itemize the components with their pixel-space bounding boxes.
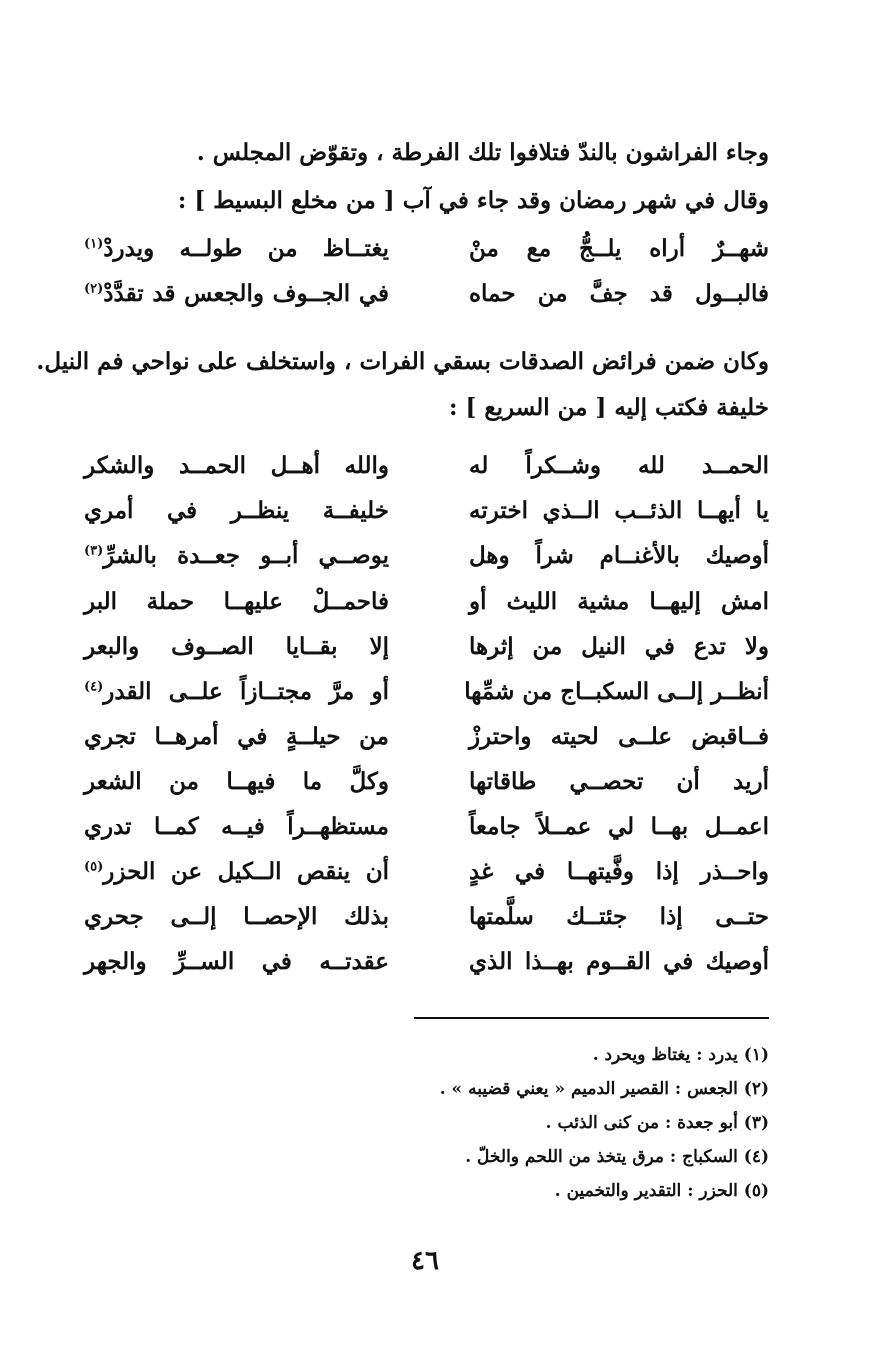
poem2-verse-5-second-half	[84, 633, 389, 660]
poem2-verse-12-second-text: عقدتــه في الســرِّ والجهر	[84, 948, 389, 975]
poem2-verse-5	[79, 633, 769, 679]
middle-line-1: وكان ضمن فرائض الصدقات بسقي الفرات ، واستخلف على نواحي فم النيل.	[36, 348, 769, 375]
poem2-verse-3-first-half: أوصيك بالأغنــام شراً وهل	[469, 542, 769, 569]
poem2-verse-11	[79, 903, 769, 949]
intro-line-2: وقال في شهر رمضان وقد جاء في آب [ من مخلع البسيط ] :	[177, 187, 769, 214]
footnote-4: (٤) السكباج : مرق يتخذ من اللحم والخلّ .	[465, 1147, 769, 1167]
poem2-verse-2-first-half: يا أيهــا الذئــب الــذي اخترته	[469, 497, 769, 524]
poem2-verse-6-first-half: أنظــر إلــى السكبــاج من شمِّها	[464, 678, 769, 705]
poem2-verse-1-first-half: الحمــد لله وشــكراً له	[469, 452, 769, 479]
poem2-verse-4-first-half: امش إليهــا مشية الليث أو	[469, 588, 769, 615]
poem2-verse-12-second-half	[84, 948, 389, 975]
page-number: ٤٦	[411, 1246, 439, 1276]
footnotes	[169, 1038, 769, 1208]
poem2-verse-8-second-text: وكلَّ ما فيهــا من الشعر	[84, 768, 389, 795]
footnote-2: (٢) الجعس : القصير الدميم « يعني قضيبه » .	[439, 1079, 769, 1099]
footnote-ref-3: (٣)	[84, 543, 104, 559]
poem2-verse-1	[79, 452, 769, 498]
poem2-verse-10-second-half	[84, 858, 389, 885]
poem1-verse-1	[79, 235, 769, 281]
footnote-ref-1: (١)	[84, 236, 104, 252]
poem1-verse-2	[79, 280, 769, 326]
poem2-verse-11-first-half: حتــى إذا جئتــك سلَّمتها	[469, 903, 769, 930]
poem2-verse-5-first-half: ولا تدع في النيل من إثرها	[469, 633, 769, 660]
poem2-verse-9	[79, 813, 769, 859]
poem2-verse-7-second-half	[84, 723, 389, 750]
poem2-verse-6-second-half	[84, 678, 389, 705]
poem2-verse-5-second-text: إلا بقــايا الصــوف والبعر	[84, 633, 389, 660]
poem1-verse-2-second-text: في الجــوف والجعس قد تقدَّدْ	[103, 280, 389, 307]
poem2-verse-10	[79, 858, 769, 904]
poem2-verse-8	[79, 768, 769, 814]
middle-line-2: خليفة فكتب إليه [ من السريع ] :	[448, 394, 769, 421]
poem2-verse-3-second-text: يوصــي أبــو جعــدة بالشرِّ	[103, 542, 389, 569]
footnote-ref-2: (٢)	[84, 281, 104, 297]
poem2-verse-7-second-text: من حيلــةٍ في أمرهــا تجري	[84, 723, 389, 750]
poem1-verse-1-second-text: يغتــاظ من طولــه ويدردْ	[103, 235, 389, 262]
footnote-1: (١) يدرد : يغتاظ ويحرد .	[592, 1045, 769, 1065]
poem1-verse-1-first-half: شهــرٌ أراه يلــجُّ مع منْ	[469, 235, 769, 262]
poem2-verse-1-second-text: والله أهــل الحمــد والشكر	[84, 452, 389, 479]
poem1-verse-2-second-half	[84, 280, 389, 307]
poem1-verse-1-second-half	[84, 235, 389, 262]
poem2-verse-7	[79, 723, 769, 769]
poem1-verse-2-first-half: فالبــول قد جفَّ من حماه	[469, 280, 769, 307]
poem2-verse-9-first-half: اعمــل بهــا لي عمــلاً جامعاً	[469, 813, 769, 840]
poem2-verse-3	[79, 542, 769, 588]
poem2-verse-10-second-text: أن ينقص الــكيل عن الحزر	[103, 858, 389, 885]
poem2-verse-2-second-text: خليفــة ينظــر في أمري	[84, 497, 389, 524]
footnote-3: (٣) أبو جعدة : من كنى الذئب .	[545, 1113, 769, 1133]
poem2-verse-3-second-half	[84, 542, 389, 569]
poem2-verse-9-second-text: مستظهــراً فيــه كمــا تدري	[84, 813, 389, 840]
poem2-verse-11-second-text: بذلك الإحصــا إلــى جحري	[84, 903, 389, 930]
poem2-verse-2	[79, 497, 769, 543]
poem2-verse-6	[79, 678, 769, 724]
poem2-verse-4	[79, 588, 769, 634]
footnote-ref-5: (٥)	[84, 859, 104, 875]
poem2-verse-1-second-half	[84, 452, 389, 479]
poem2-verse-6-second-text: أو مرَّ مجتــازاً علــى القدر	[103, 678, 389, 705]
poem2-verse-7-first-half: فــاقبض علــى لحيته واحترزْ	[469, 723, 769, 750]
poem2-verse-12-first-half: أوصيك في القــوم بهــذا الذي	[469, 948, 769, 975]
poem2-verse-4-second-text: فاحمــلْ عليهــا حملة البر	[84, 588, 389, 615]
footnote-ref-4: (٤)	[84, 679, 104, 695]
footnote-5: (٥) الحزر : التقدير والتخمين .	[554, 1181, 769, 1201]
poem2-verse-10-first-half: واحــذر إذا وفَّيتهــا في غدٍ	[469, 858, 769, 885]
poem2-verse-2-second-half	[84, 497, 389, 524]
poem2-verse-9-second-half	[84, 813, 389, 840]
poem2-verse-8-first-half: أريد أن تحصــي طاقاتها	[469, 768, 769, 795]
poem2-verse-8-second-half	[84, 768, 389, 795]
poem2-verse-11-second-half	[84, 903, 389, 930]
poem2-verse-12	[79, 948, 769, 994]
intro-line-1: وجاء الفراشون بالندّ فتلافوا تلك الفرطة ، وتقوّض المجلس .	[196, 139, 769, 166]
poem2-verse-4-second-half	[84, 588, 389, 615]
footnote-separator	[414, 1017, 769, 1019]
